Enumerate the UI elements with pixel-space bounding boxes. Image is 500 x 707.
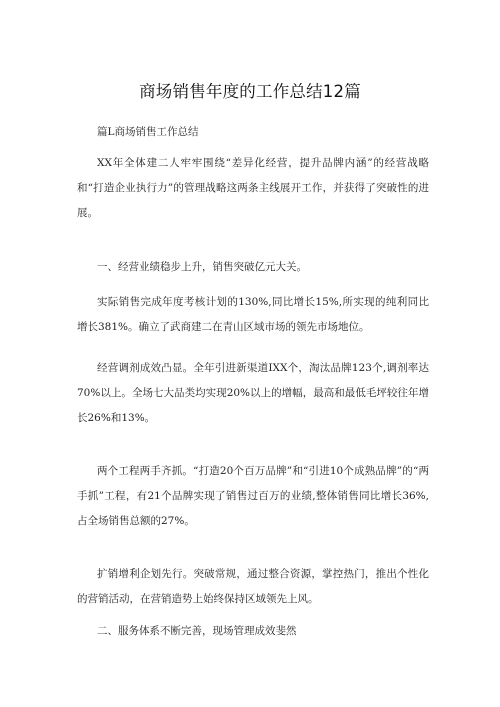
paragraph-intro: XX年全体建二人牢牢围绕“差异化经营，提升品牌内涵”的经营战略和“打造企业执行力”的管理战略这两条主线展开工作，并获得了突破性的进展。 (77, 157, 429, 219)
paragraph-planning: 扩销增利企划先行。突破常规，通过整合资源，掌控热门，推出个性化的营销活动，在营销造势上始终保持区域领先上风。 (77, 568, 429, 605)
paragraph-heading-service: 二、服务体系不断完善，现场管理成效斐然 (97, 625, 297, 637)
document-subtitle: 篇L商场销售工作总结 (97, 126, 199, 138)
paragraph-sales-results: 实际销售完成年度考核计划的130%,同比增长15%,所实现的纯利同比增长381%。确立了武商建二在青山区域市场的领先市场地位。 (77, 296, 429, 333)
paragraph-heading-sales: 一、经营业绩稳步上升，销售突破亿元大关。 (97, 261, 307, 273)
paragraph-two-projects: 两个工程两手齐抓。“打造20个百万品牌”和“引进10个成熟品牌”的“两手抓”工程，有21个品牌实现了销售过百万的业绩,整体销售同比增长36%,占全场销售总额的27%。 (77, 465, 429, 527)
document-title: 商场销售年度的工作总结12篇 (139, 82, 361, 101)
paragraph-adjustment: 经营调剂成效凸显。全年引进新渠道IXX个，淘汰品牌123个,调剂率达70%以上。全场七大品类均实现20%以上的增幅，最高和最低毛坪较往年增长26%和13%。 (77, 362, 429, 424)
